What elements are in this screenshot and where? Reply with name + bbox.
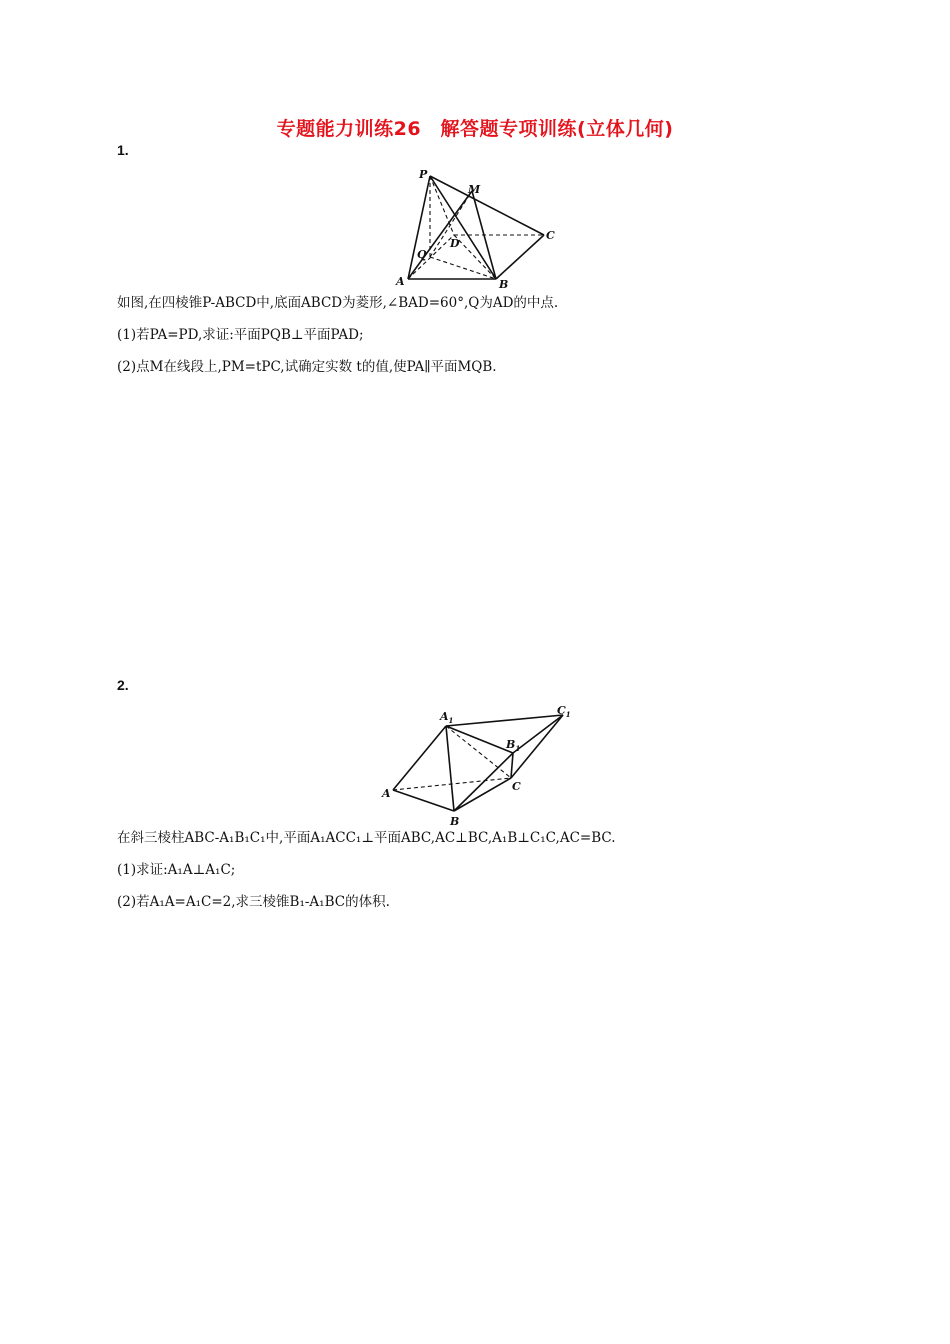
q2-label-a: A: [382, 787, 391, 800]
q2-part-1: (1)求证:A₁A⊥A₁C;: [117, 862, 236, 878]
q1-label-c: C: [546, 229, 555, 242]
q1-part-2: (2)点M在线段上,PM=tPC,试确定实数 t的值,使PA∥平面MQB.: [117, 359, 497, 375]
q2-part-2: (2)若A₁A=A₁C=2,求三棱锥B₁-A₁BC的体积.: [117, 894, 390, 910]
q2-solid-edges: [393, 715, 563, 811]
question-2-number: 2.: [117, 677, 129, 693]
q2-statement: 在斜三棱柱ABC-A₁B₁C₁中,平面A₁ACC₁⊥平面ABC,AC⊥BC,A₁B⊥C₁C,AC=BC.: [117, 830, 616, 846]
q1-label-p: P: [419, 168, 428, 181]
q1-pyramid-figure: [390, 166, 560, 290]
q1-label-b: B: [499, 278, 509, 291]
page-title: 专题能力训练26 解答题专项训练(立体几何): [276, 118, 674, 140]
q1-label-q: Q: [417, 248, 427, 261]
q2-label-a1: $A_1$: [440, 710, 454, 725]
q2-hidden-edges: [393, 726, 511, 790]
q1-statement: 如图,在四棱锥P-ABCD中,底面ABCD为菱形,∠BAD=60°,Q为AD的中点.: [117, 295, 559, 311]
q2-label-b: B: [450, 815, 460, 828]
q1-label-a: A: [396, 275, 405, 288]
q1-label-m: M: [468, 183, 481, 196]
q1-label-d: D: [450, 237, 460, 250]
q2-prism-figure: [380, 702, 580, 827]
q2-label-c: C: [512, 780, 521, 793]
q2-label-c1: $C_1$: [557, 704, 571, 719]
q2-label-b1: $B_1$: [506, 738, 521, 753]
question-1-number: 1.: [117, 142, 129, 158]
q1-part-1: (1)若PA=PD,求证:平面PQB⊥平面PAD;: [117, 327, 364, 343]
